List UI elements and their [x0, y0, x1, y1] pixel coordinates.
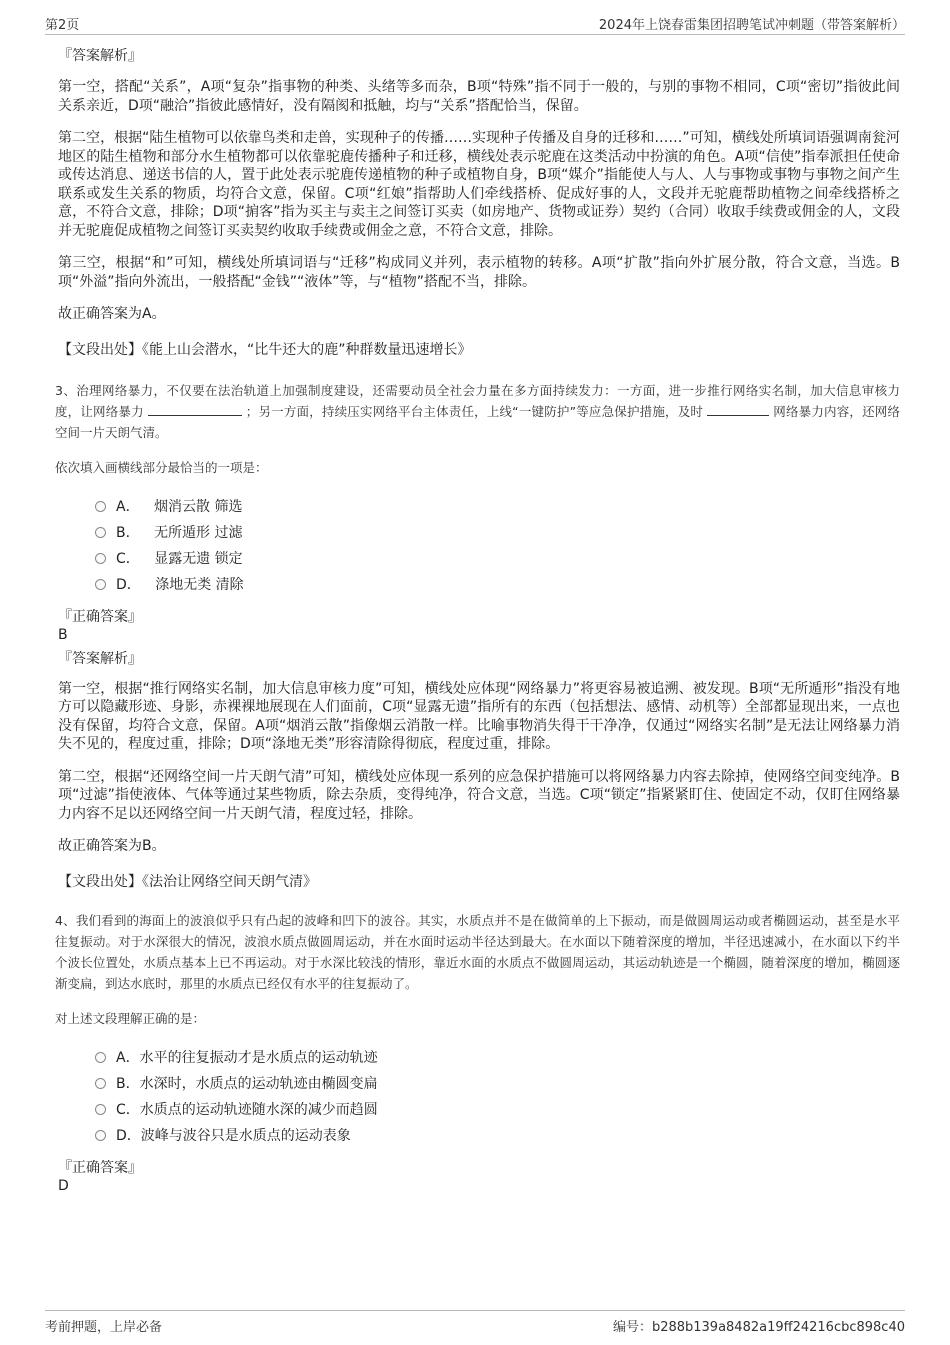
radio-icon[interactable]	[95, 501, 106, 512]
q4-stem: 4、我们看到的海面上的波浪似乎只有凸起的波峰和凹下的波谷。其实，水质点并不是在做简单的上下振动，而是做圆周运动或者椭圆运动，甚至是水平往复振动。对于水深很大的情况，波浪水质点做圆周运动，并在水面时运动半径达到最大。在水面以下随着深度的增加，半径迅速减小，在水面以下约半个波长位置处，水质点基本上已不再运动。对于水深比较浅的情形，靠近水面的水质点不做圆周运动，其运动轨迹是一个椭圆，随着深度的增加，椭圆逐渐变扁，到达水底时，那里的水质点已经仅有水平的往复振动了。	[55, 912, 900, 991]
radio-icon[interactable]	[95, 1130, 106, 1141]
q2-analysis-paragraph: 第三空，根据“和”可知，横线处所填词语与“迁移”构成同义并列，表示植物的转移。A项“扩散”指向外扩展分散，符合文意，当选。B项“外溢”指向外流出，一般搭配“金钱”“液体”等，与“植物”搭配不当，排除。	[58, 255, 900, 290]
page-content	[55, 46, 900, 1195]
radio-icon[interactable]	[95, 1052, 106, 1063]
q3-stem-part-3: 网络暴力内容，还网络空间一片天朗气清。	[55, 403, 900, 440]
q4-option-b[interactable]: B．水深时，水质点的运动轨迹由椭圆变扁	[95, 1071, 900, 1097]
q3-source: 【文段出处】《法治让网络空间天朗气清》	[58, 873, 317, 890]
q3-analysis-paragraph: 第一空，根据“推行网络实名制，加大信息审核力度”可知，横线处应体现“网络暴力”将更容易被追溯、被发现。B项“无所遁形”指没有地方可以隐藏形迹、身影，赤裸裸地展现在人们面前，C项“显露无遗”指所有的东西（包括想法、感情、动机等）全部都显现出来，一点也没有保留，均符合文意，保留。A项“烟消云散”指像烟云消散一样。比喻事物消失得干干净净，仅通过“网络实名制”是无法让网络暴力消失不见的，程度过重，排除；D项“涤地无类”形容清除得彻底，程度过重，排除。	[58, 680, 900, 752]
q3-stem	[55, 380, 900, 443]
q3-option-d[interactable]: D． 涤地无类 清除	[95, 572, 900, 598]
q3-analysis-label: 『答案解析』	[58, 650, 142, 667]
q3-blank-2	[707, 403, 769, 416]
q4-prompt: 对上述文段理解正确的是：	[55, 1010, 206, 1026]
q2-source: 【文段出处】《能上山会潜水，“比牛还大的鹿”种群数量迅速增长》	[58, 341, 472, 358]
q3-options	[95, 494, 900, 598]
q3-option-b[interactable]: B． 无所遁形 过滤	[95, 520, 900, 546]
page-footer	[45, 1310, 905, 1335]
q3-correct-answer: B	[58, 626, 68, 643]
q4-correct-answer: D	[58, 1177, 69, 1194]
q2-analysis-label: 『答案解析』	[58, 48, 142, 64]
q3-stem-part-1: 3、治理网络暴力，不仅要在法治轨道上加强制度建设，还需要动员全社会力量在多方面持续发力：一方面，进一步推行网络实名制，加大信息审核力度，让网络暴力	[55, 382, 900, 419]
q4-option-d[interactable]: D．波峰与波谷只是水质点的运动表象	[95, 1123, 900, 1149]
q3-stem-part-2: ；另一方面，持续压实网络平台主体责任，上线“一键防护”等应急保护措施，及时	[245, 403, 704, 419]
radio-icon[interactable]	[95, 1104, 106, 1115]
q4-option-c[interactable]: C．水质点的运动轨迹随水深的减少而趋圆	[95, 1097, 900, 1123]
q3-option-c[interactable]: C． 显露无遗 锁定	[95, 546, 900, 572]
q3-correct-label: 『正确答案』	[58, 608, 142, 625]
radio-icon[interactable]	[95, 553, 106, 564]
q4-options	[95, 1045, 900, 1149]
q3-answer-conclusion: 故正确答案为B。	[58, 838, 166, 854]
q3-blank-1	[148, 403, 242, 416]
document-title: 2024年上饶春雷集团招聘笔试冲刺题（带答案解析）	[598, 18, 905, 33]
q3-option-a[interactable]: A． 烟消云散 筛选	[95, 494, 900, 520]
q4-option-a[interactable]: A．水平的往复振动才是水质点的运动轨迹	[95, 1045, 900, 1071]
radio-icon[interactable]	[95, 527, 106, 538]
q3-analysis-paragraph: 第二空，根据“还网络空间一片天朗气清”可知，横线处应体现一系列的应急保护措施可以将网络暴力内容去除掉，使网络空间变纯净。B项“过滤”指使液体、气体等通过某些物质，除去杂质，变得纯净，符合文意，当选。C项“锁定”指紧紧盯住、使固定不动，仅盯住网络暴力内容不足以还网络空间一片天朗气清，程度过轻，排除。	[58, 768, 900, 822]
footer-slogan: 考前押题，上岸必备	[45, 1320, 163, 1335]
q2-analysis-paragraph: 第一空，搭配“关系”，A项“复杂”指事物的种类、头绪等多而杂，B项“特殊”指不同于一般的，与别的事物不相同，C项“密切”指彼此间关系亲近，D项“融洽”指彼此感情好，没有隔阂和抵触，均与“关系”搭配恰当，保留。	[58, 79, 900, 114]
page-header	[45, 14, 905, 35]
q3-prompt: 依次填入画横线部分最恰当的一项是：	[55, 459, 268, 475]
q2-analysis-paragraph: 第二空，根据“陆生植物可以依靠鸟类和走兽，实现种子的传播……实现种子传播及自身的迁移和……”可知，横线处所填词语强调南瓮河地区的陆生植物和部分水生植物都可以依靠驼鹿传播种子和迁移，横线处表示驼鹿在这类活动中扮演的角色。A项“信使”指奉派担任使命或传达消息、递送书信的人，置于此处表示驼鹿传递植物的种子或植物自身，B项“媒介”指能使人与人、人与事物或事物与事物之间产生联系或发生关系的物质，均符合文意，保留。C项“红娘”指帮助人们牵线搭桥、促成好事的人，文段并无驼鹿帮助植物之间牵线搭桥之意，不符合文意，排除；D项“掮客”指为买主与卖主之间签订买卖（如房地产、货物或证券）契约（合同）收取手续费或佣金的人，文段并无驼鹿促成植物之间签订买卖契约收取手续费或佣金之意，不符合文意，排除。	[58, 130, 900, 239]
radio-icon[interactable]	[95, 1078, 106, 1089]
q4-correct-label: 『正确答案』	[58, 1159, 142, 1176]
page-number: 第2页	[45, 18, 80, 33]
radio-icon[interactable]	[95, 579, 106, 590]
document-id: 编号：b288b139a8482a19ff24216cbc898c40	[612, 1320, 905, 1335]
q2-answer-conclusion: 故正确答案为A。	[58, 306, 166, 322]
